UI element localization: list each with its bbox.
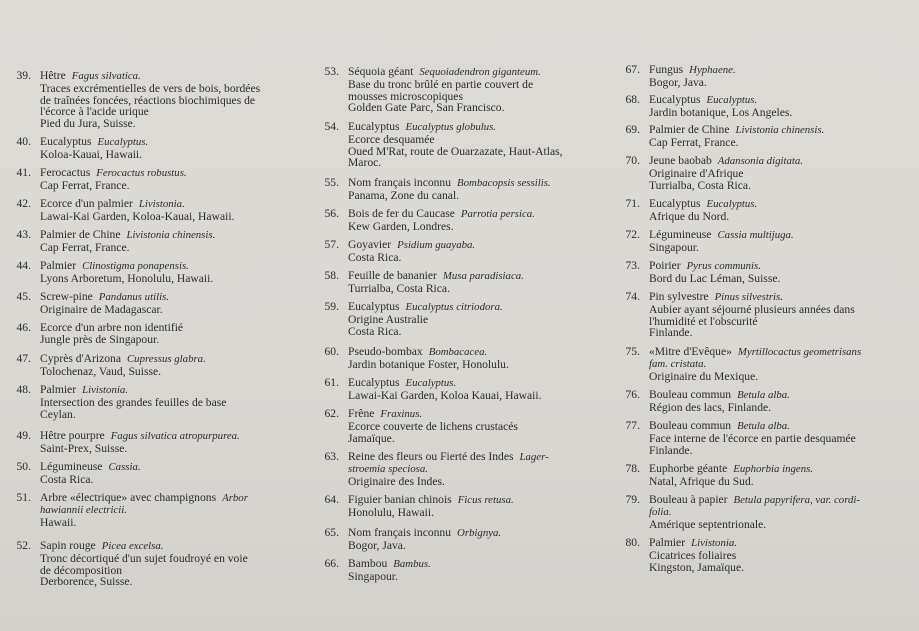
entry-detail: Bogor, Java.: [649, 75, 707, 89]
entry-detail: Singapour.: [348, 569, 398, 583]
common-name: Frêne: [348, 407, 375, 420]
entry-detail: Face interne de l'écorce en partie desquamée: [649, 431, 856, 445]
latin-name: Betula alba.: [737, 389, 790, 401]
entry-number: 78.: [625, 462, 640, 475]
entry-detail: Turrialba, Costa Rica.: [649, 178, 751, 192]
entry-number: 60.: [324, 345, 339, 358]
entry-detail: Tronc décortiqué d'un sujet foudroyé en voie: [40, 551, 248, 565]
catalog-entry: [324, 238, 476, 264]
latin-name: Livistonia.: [138, 198, 185, 210]
common-name: Palmier de Chine: [649, 123, 730, 136]
entry-detail: Costa Rica.: [40, 472, 94, 486]
entry-detail: Lawai-Kai Garden, Koloa Kauai, Hawaii.: [348, 388, 542, 402]
common-name: Feuille de bananier: [348, 269, 437, 282]
entry-heading-line: [40, 70, 260, 83]
common-name: Bouleau commun: [649, 419, 732, 432]
entry-number: 61.: [324, 376, 339, 389]
entry-number: 45.: [16, 290, 31, 303]
latin-name: Lager-: [519, 451, 549, 463]
catalog-entry: [324, 376, 542, 402]
common-name: Bouleau commun: [649, 388, 732, 401]
catalog-entry: [16, 197, 235, 223]
entry-heading-line: [40, 229, 215, 242]
entry-number: 55.: [324, 176, 339, 189]
common-name: Légumineuse: [40, 460, 103, 473]
entry-number: 79.: [625, 493, 640, 506]
entry-heading-line: [649, 198, 757, 211]
catalog-entry: [16, 352, 206, 378]
entry-number: 41.: [16, 166, 31, 179]
catalog-entry: [625, 493, 860, 531]
catalog-entry: [324, 345, 509, 371]
common-name: Ferocactus: [40, 166, 91, 179]
entry-detail: Costa Rica.: [348, 324, 402, 338]
entry-number: 64.: [324, 493, 339, 506]
entry-detail: Originaire du Mexique.: [649, 369, 759, 383]
catalog-entry: [16, 539, 248, 589]
entry-detail: Afrique du Nord.: [649, 209, 730, 223]
catalog-entry: [625, 228, 794, 254]
common-name: Jeune baobab: [649, 154, 712, 167]
common-name: Bois de fer du Caucase: [348, 207, 455, 220]
entry-number: 75.: [625, 345, 640, 358]
entry-number: 68.: [625, 93, 640, 106]
entry-number: 54.: [324, 120, 339, 133]
latin-name: Betula alba.: [737, 420, 790, 432]
latin-name: Bombacopsis sessilis.: [457, 177, 551, 189]
entry-number: 48.: [16, 383, 31, 396]
common-name: Figuier banian chinois: [348, 493, 452, 506]
entry-heading-line: [348, 527, 501, 540]
entry-heading-line: [40, 291, 169, 304]
entry-number: 47.: [16, 352, 31, 365]
entry-detail: Base du tronc brûlé en partie couvert de: [348, 77, 534, 91]
latin-name: Psidium guayaba.: [397, 239, 476, 251]
entry-detail: Jardin botanique, Los Angeles.: [649, 105, 793, 119]
catalog-entry: [625, 93, 793, 119]
latin-name: Eucalyptus citriodora.: [405, 301, 503, 313]
entry-detail: Jamaïque.: [348, 431, 395, 445]
entry-detail: Cap Ferrat, France.: [40, 178, 130, 192]
catalog-entry: [16, 228, 216, 254]
latin-name: Livistonia.: [691, 537, 737, 549]
common-name: Reine des fleurs ou Fierté des Indes: [348, 450, 514, 463]
common-name: Arbre «électrique» avec champignons: [40, 491, 217, 504]
latin-name: Pandanus utilis.: [98, 291, 169, 303]
entry-detail: l'humidité et l'obscurité: [649, 314, 758, 328]
entry-detail: Amérique septentrionale.: [649, 517, 767, 531]
entry-number: 42.: [16, 197, 31, 210]
latin-name: Eucalyptus.: [97, 136, 149, 148]
entry-detail: Kingston, Jamaïque.: [649, 560, 744, 574]
entry-heading-line: [649, 389, 790, 402]
entry-heading-line: [649, 494, 860, 507]
entry-heading-line: [649, 64, 736, 77]
latin-name: Orbignya.: [457, 527, 502, 539]
entry-number: 66.: [324, 557, 339, 570]
entry-heading-line: [348, 558, 431, 571]
common-name: Pin sylvestre: [649, 290, 709, 303]
common-name: Cyprès d'Arizona: [40, 352, 121, 365]
entry-detail: Costa Rica.: [348, 250, 402, 264]
latin-name: Bombacacea.: [428, 346, 488, 358]
catalog-entry: [16, 166, 187, 192]
entry-heading-line: [649, 463, 813, 476]
catalog-entry: [625, 536, 744, 574]
common-name: Hêtre pourpre: [40, 429, 105, 442]
entry-detail: Ceylan.: [40, 407, 76, 421]
latin-name-continued: folia.: [649, 505, 672, 518]
catalog-entry: [625, 63, 736, 89]
entry-heading-line: [348, 494, 514, 507]
entry-number: 58.: [324, 269, 339, 282]
common-name: Bouleau à papier: [649, 493, 728, 506]
entry-number: 70.: [625, 154, 640, 167]
entry-heading-line: [348, 239, 475, 252]
common-name: Eucalyptus: [40, 135, 92, 148]
entry-detail: Kew Garden, Londres.: [348, 219, 454, 233]
entry-detail: de traînées foncées, réactions biochimiques de: [40, 93, 256, 107]
entry-heading-line: [40, 540, 248, 553]
entry-number: 46.: [16, 321, 31, 334]
catalog-entry: [625, 462, 814, 488]
entry-detail: Originaire de Madagascar.: [40, 302, 163, 316]
common-name: Poirier: [649, 259, 681, 272]
entry-number: 63.: [324, 450, 339, 463]
common-name: Hêtre: [40, 69, 66, 82]
entry-heading-line: [40, 167, 187, 180]
entry-heading-line: [348, 377, 541, 390]
catalog-entry: [324, 407, 518, 445]
entry-number: 50.: [16, 460, 31, 473]
catalog-entry: [16, 429, 240, 455]
entry-number: 51.: [16, 491, 31, 504]
catalog-entry: [324, 207, 535, 233]
common-name: Eucalyptus: [649, 93, 701, 106]
catalog-entry: [16, 69, 261, 131]
common-name: Légumineuse: [649, 228, 712, 241]
common-name: Pseudo-bombax: [348, 345, 423, 358]
latin-name: Eucalyptus.: [706, 94, 758, 106]
latin-name: Pyrus communis.: [686, 260, 761, 272]
entry-heading-line: [348, 66, 541, 79]
entry-heading-line: [348, 408, 518, 421]
entry-detail: Aubier ayant séjourné plusieurs années dans: [649, 302, 855, 316]
latin-name: Ficus retusa.: [457, 494, 514, 506]
latin-name: Fagus silvatica.: [71, 70, 141, 82]
entry-detail: Originaire des Indes.: [348, 474, 445, 488]
latin-name: Pinus silvestris.: [714, 291, 783, 303]
catalog-entry: [324, 300, 503, 338]
entry-number: 39.: [16, 69, 31, 82]
entry-number: 57.: [324, 238, 339, 251]
entry-number: 71.: [625, 197, 640, 210]
entry-number: 72.: [625, 228, 640, 241]
common-name: Palmier: [40, 259, 77, 272]
entry-detail: Région des lacs, Finlande.: [649, 400, 772, 414]
entry-detail: Panama, Zone du canal.: [348, 188, 460, 202]
entry-detail: Cicatrices foliaires: [649, 548, 737, 562]
catalog-entry: [625, 259, 781, 285]
latin-name: Livistonia.: [82, 384, 128, 396]
entry-heading-line: [649, 420, 856, 433]
entry-detail: Turrialba, Costa Rica.: [348, 281, 450, 295]
entry-heading-line: [649, 155, 803, 168]
entry-number: 59.: [324, 300, 339, 313]
entry-detail: l'écorce à l'acide urique: [40, 105, 149, 119]
entry-detail: Bogor, Java.: [348, 538, 406, 552]
entry-heading-line: [40, 136, 148, 149]
entry-detail: Derborence, Suisse.: [40, 575, 133, 589]
entry-detail: Tolochenaz, Vaud, Suisse.: [40, 364, 162, 378]
catalog-entry: [625, 123, 825, 149]
latin-name: Bambus.: [393, 558, 431, 570]
entry-detail: Finlande.: [649, 326, 693, 340]
entry-number: 69.: [625, 123, 640, 136]
entry-heading-line: [649, 291, 855, 304]
catalog-entry: [324, 493, 514, 519]
entry-heading-line: [649, 229, 794, 242]
catalog-entry: [324, 176, 551, 202]
common-name: Palmier: [649, 536, 686, 549]
entry-heading-line: [348, 177, 551, 190]
latin-name: Cassia multijuga.: [717, 229, 794, 241]
latin-name: Cupressus glabra.: [126, 353, 206, 365]
entry-heading-line: [40, 260, 213, 273]
entry-number: 56.: [324, 207, 339, 220]
entry-detail: Ecorce desquamée: [348, 132, 435, 146]
catalog-entry: [625, 154, 803, 192]
common-name: Eucalyptus: [649, 197, 701, 210]
latin-name: Clinostigma ponapensis.: [82, 260, 189, 272]
common-name: Fungus: [649, 63, 684, 76]
catalog-entry: [16, 259, 214, 285]
catalog-entry: [16, 491, 248, 529]
latin-name: Fraxinus.: [380, 408, 423, 420]
entry-heading-line: [649, 537, 744, 550]
entry-heading-line: [348, 121, 563, 134]
catalog-entry: [625, 388, 790, 414]
catalog-entry: [16, 383, 227, 421]
catalog-entry: [324, 557, 431, 583]
entry-detail: Lyons Arboretum, Honolulu, Hawaii.: [40, 271, 214, 285]
entry-detail: Finlande.: [649, 443, 693, 457]
latin-name: Betula papyrifera, var. cordi-: [733, 494, 860, 506]
common-name: Euphorbe géante: [649, 462, 728, 475]
common-name: Eucalyptus: [348, 300, 400, 313]
common-name: Palmier: [40, 383, 77, 396]
entry-number: 62.: [324, 407, 339, 420]
catalog-entry: [324, 526, 502, 552]
entry-number: 40.: [16, 135, 31, 148]
catalog-entry: [324, 65, 541, 115]
entry-number: 74.: [625, 290, 640, 303]
latin-name: Eucalyptus.: [706, 198, 758, 210]
entry-number: 76.: [625, 388, 640, 401]
catalog-entry: [16, 290, 169, 316]
common-name: Palmier de Chine: [40, 228, 121, 241]
entry-heading-line: [40, 353, 206, 366]
entry-heading-line: [40, 430, 240, 443]
entry-detail: Oued M'Rat, route de Ouarzazate, Haut-Atlas,: [348, 144, 563, 158]
entry-detail: Cap Ferrat, France.: [649, 135, 739, 149]
latin-name: Picea excelsa.: [101, 540, 164, 552]
entry-number: 43.: [16, 228, 31, 241]
entry-detail: Originaire d'Afrique: [649, 166, 744, 180]
entry-heading-line: [348, 270, 524, 283]
latin-name: Adansonia digitata.: [717, 155, 803, 167]
entry-heading-line: [649, 260, 780, 273]
entry-detail: Natal, Afrique du Sud.: [649, 474, 754, 488]
common-name: Sapin rouge: [40, 539, 96, 552]
latin-name: Eucalyptus globulus.: [405, 121, 497, 133]
entry-detail: Jungle près de Singapour.: [40, 332, 160, 346]
entry-detail: Intersection des grandes feuilles de base: [40, 395, 227, 409]
latin-name: Hyphaene.: [689, 64, 736, 76]
latin-name-continued: stroemia speciosa.: [348, 462, 428, 475]
latin-name: Myrtillocactus geometrisans: [737, 346, 862, 358]
latin-name: Arbor: [222, 492, 248, 504]
common-name: Eucalyptus: [348, 376, 400, 389]
entry-heading-line: [40, 198, 234, 211]
entry-detail: de décomposition: [40, 563, 123, 577]
entry-detail: Cap Ferrat, France.: [40, 240, 130, 254]
entry-heading-line: [348, 346, 509, 359]
entry-detail: Lawai-Kai Garden, Koloa-Kauai, Hawaii.: [40, 209, 235, 223]
entry-number: 49.: [16, 429, 31, 442]
catalog-entry: [625, 419, 856, 457]
common-name: Nom français inconnu: [348, 176, 452, 189]
entry-detail: Hawaii.: [40, 515, 77, 529]
entry-number: 80.: [625, 536, 640, 549]
entry-heading-line: [348, 451, 549, 464]
catalog-entry: [625, 290, 855, 340]
entry-number: 65.: [324, 526, 339, 539]
latin-name: Sequoiadendron giganteum.: [419, 66, 541, 78]
entry-detail: Singapour.: [649, 240, 699, 254]
entry-number: 77.: [625, 419, 640, 432]
entry-number: 52.: [16, 539, 31, 552]
entry-detail: Ecorce couverte de lichens crustacés: [348, 419, 518, 433]
latin-name: Musa paradisiaca.: [442, 270, 524, 282]
latin-name: Livistonia chinensis.: [735, 124, 825, 136]
catalog-entry: [625, 197, 758, 223]
catalog-entry: [16, 321, 184, 346]
common-name: «Mitre d'Evêque»: [649, 345, 732, 358]
catalog-entry: [625, 345, 862, 383]
common-name: Nom français inconnu: [348, 526, 452, 539]
catalog-entry: [16, 460, 141, 486]
catalog-entry: [324, 120, 563, 170]
entry-detail: Pied du Jura, Suisse.: [40, 117, 136, 131]
common-name: Eucalyptus: [348, 120, 400, 133]
entry-heading-line: [40, 461, 141, 474]
entry-heading-line: [40, 492, 248, 505]
entry-detail: Saint-Prex, Suisse.: [40, 441, 128, 455]
catalog-entry: [16, 135, 149, 161]
entry-heading-line: [40, 384, 226, 397]
latin-name: Parrotia persica.: [460, 208, 535, 220]
entry-heading-line: [649, 124, 824, 137]
entry-detail: Bord du Lac Léman, Suisse.: [649, 271, 781, 285]
entry-detail: Koloa-Kauai, Hawaii.: [40, 147, 143, 161]
latin-name: Ferocactus robustus.: [96, 167, 187, 179]
latin-name: Euphorbia ingens.: [733, 463, 814, 475]
entry-number: 67.: [625, 63, 640, 76]
entry-detail: Origine Australie: [348, 312, 429, 326]
common-name: Bambou: [348, 557, 388, 570]
latin-name: Livistonia chinensis.: [126, 229, 216, 241]
entry-detail: Golden Gate Parc, San Francisco.: [348, 101, 505, 115]
entry-heading-line: [649, 346, 861, 359]
entry-number: 44.: [16, 259, 31, 272]
latin-name-continued: hawiannii electricii.: [40, 503, 127, 516]
entry-heading-line: [649, 94, 792, 107]
entry-detail: mousses microscopiques: [348, 89, 463, 103]
common-name: Screw-pine: [40, 290, 93, 303]
catalog-entry: [324, 450, 549, 488]
entry-detail: Maroc.: [348, 156, 382, 170]
latin-name: Cassia.: [108, 461, 141, 473]
common-name: Goyavier: [348, 238, 392, 251]
common-name: Ecorce d'un arbre non identifié: [40, 321, 184, 334]
entry-detail: Jardin botanique Foster, Honolulu.: [348, 357, 509, 371]
entry-heading-line: [348, 301, 503, 314]
catalog-entry: [324, 269, 524, 295]
entry-detail: Traces excrémentielles de vers de bois, bordées: [40, 81, 261, 95]
common-name: Ecorce d'un palmier: [40, 197, 133, 210]
entry-number: 73.: [625, 259, 640, 272]
latin-name-continued: fam. cristata.: [649, 357, 707, 370]
entry-detail: Honolulu, Hawaii.: [348, 505, 434, 519]
latin-name: Eucalyptus.: [405, 377, 457, 389]
entry-heading-line: [348, 208, 535, 221]
latin-name: Fagus silvatica atropurpurea.: [110, 430, 240, 442]
entry-number: 53.: [324, 65, 339, 78]
common-name: Séquoia géant: [348, 65, 414, 78]
